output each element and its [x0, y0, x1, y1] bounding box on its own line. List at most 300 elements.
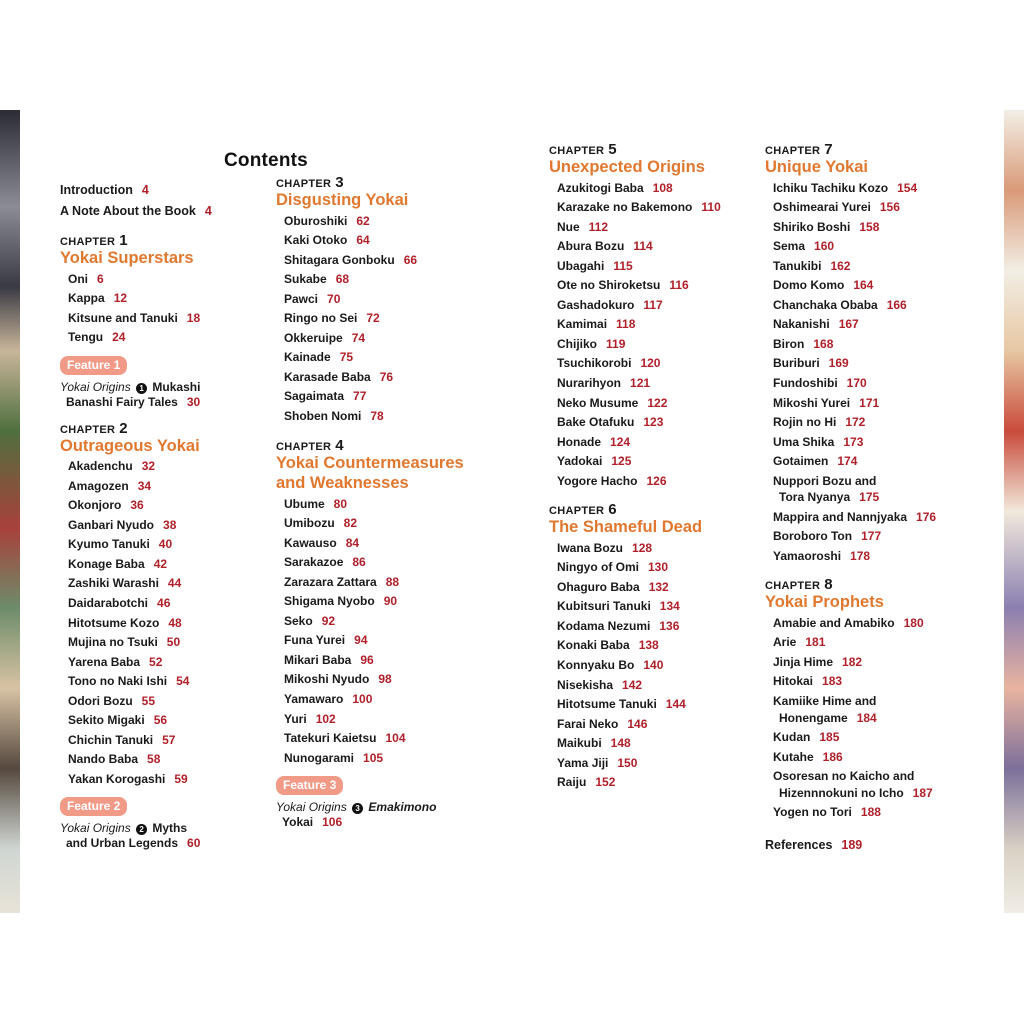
toc-entry[interactable]	[765, 728, 985, 748]
feature-badge: Feature 2	[60, 797, 127, 816]
entry-title: Karasade Baba	[284, 369, 371, 384]
page-number: 82	[343, 516, 358, 531]
page-number: 178	[850, 548, 871, 563]
chapter-title[interactable]: Yokai Superstars	[60, 249, 194, 267]
page-number: 123	[643, 415, 664, 430]
chapter-header	[60, 232, 280, 269]
entry-title: References	[765, 837, 833, 852]
feature-subject: Myths	[152, 821, 188, 836]
chapter-header	[765, 141, 985, 178]
entry-title: Nurarihyon	[557, 375, 622, 390]
page-number: 68	[335, 272, 350, 287]
toc-entry[interactable]	[765, 508, 985, 528]
entry-title: Kodama Nezumi	[557, 618, 651, 633]
feature-title-continued	[60, 395, 280, 410]
toc-entry[interactable]	[549, 773, 769, 793]
feature-title-line2: Banashi Fairy Tales	[66, 394, 178, 409]
page-number: 90	[383, 594, 398, 609]
toc-entry[interactable]	[549, 335, 769, 355]
toc-entry[interactable]	[276, 690, 496, 710]
toc-column-3	[549, 141, 769, 793]
toc-entry[interactable]	[60, 750, 280, 770]
toc-entry[interactable]	[276, 495, 496, 515]
chapter-label	[276, 174, 496, 191]
toc-entry[interactable]	[276, 251, 496, 271]
toc-entry[interactable]	[60, 731, 280, 751]
entry-title: Yamawaro	[284, 691, 344, 706]
toc-entry[interactable]	[549, 472, 769, 492]
entry-title: Mikoshi Nyudo	[284, 672, 370, 687]
toc-entry[interactable]	[765, 803, 985, 823]
entry-title: Tanukibi	[773, 258, 822, 273]
toc-entry[interactable]	[549, 296, 769, 316]
page-number: 48	[168, 615, 182, 630]
page-number: 6	[97, 271, 104, 286]
chapter-word: CHAPTER	[276, 440, 332, 453]
entry-title-continued	[773, 785, 985, 802]
entry-title: Daidarabotchi	[68, 596, 149, 611]
entry-title: Pawci	[284, 291, 319, 306]
entry-title: Seko	[284, 613, 313, 628]
page-number: 170	[846, 375, 867, 390]
toc-entry[interactable]	[549, 433, 769, 453]
toc-entry[interactable]	[765, 335, 985, 355]
entry-title: Kappa	[68, 291, 105, 306]
entry-title: Ote no Shiroketsu	[557, 278, 661, 293]
toc-entry[interactable]	[765, 394, 985, 414]
entry-title: Introduction	[60, 183, 133, 197]
page-number: 88	[385, 574, 400, 589]
page-number: 40	[158, 537, 173, 552]
spacer	[765, 823, 985, 835]
toc-entry[interactable]	[276, 749, 496, 769]
page-number: 120	[640, 356, 661, 371]
chapter-label	[60, 420, 280, 437]
toc-entry[interactable]	[765, 452, 985, 472]
entry-title-line2: Honengame	[779, 710, 848, 725]
toc-entry[interactable]	[276, 290, 496, 310]
entry-title: Funa Yurei	[284, 633, 346, 648]
entry-title: Mikoshi Yurei	[773, 395, 851, 410]
entry-title: Hitotsume Kozo	[68, 615, 160, 630]
page-number: 138	[638, 638, 659, 653]
toc-entry[interactable]	[549, 636, 769, 656]
page-number: 58	[147, 752, 161, 767]
entry-title: Neko Musume	[557, 395, 639, 410]
entry-title: Nando Baba	[68, 752, 139, 767]
entry-title: Nue	[557, 219, 580, 234]
entry-title: Abura Bozu	[557, 239, 625, 254]
toc-entry[interactable]	[549, 617, 769, 637]
toc-entry[interactable]	[765, 198, 985, 218]
page-number: 160	[814, 239, 835, 254]
entry-title: Shoben Nomi	[284, 408, 362, 423]
entry-title-line2: Hizennnokuni no Icho	[779, 785, 904, 800]
page-number: 164	[853, 278, 874, 293]
feature-title-line2: and Urban Legends	[66, 836, 179, 851]
page-number: 110	[701, 200, 721, 215]
entry-title: Kitsune and Tanuki	[68, 310, 178, 325]
toc-entry[interactable]	[549, 597, 769, 617]
entry-title: Chijiko	[557, 336, 598, 351]
entry-title: Biron	[773, 336, 805, 351]
toc-entry[interactable]	[60, 770, 280, 790]
page-number: 124	[610, 434, 631, 449]
entry-title: Mikari Baba	[284, 652, 352, 667]
feature-title-continued	[60, 836, 280, 851]
entry-title: Sagaimata	[284, 389, 345, 404]
toc-column-4	[765, 141, 985, 856]
entry-title: Yuri	[284, 711, 307, 726]
toc-entry[interactable]	[276, 612, 496, 632]
entry-title: Ubume	[284, 496, 325, 511]
toc-entry[interactable]	[549, 754, 769, 774]
toc-entry[interactable]	[60, 535, 280, 555]
toc-entry[interactable]	[276, 651, 496, 671]
entry-title: Yarena Baba	[68, 654, 141, 669]
toc-entry[interactable]	[60, 672, 280, 692]
page-number: 114	[633, 239, 653, 254]
entry-title: Nunogarami	[284, 750, 355, 765]
toc-entry[interactable]	[765, 547, 985, 567]
toc-entry[interactable]	[765, 315, 985, 335]
entry-title: Raiju	[557, 775, 587, 790]
entry-title: Gashadokuro	[557, 297, 635, 312]
toc-entry[interactable]	[276, 348, 496, 368]
page-number: 64	[356, 233, 370, 248]
toc-entry[interactable]	[765, 835, 985, 856]
page-number: 158	[859, 219, 880, 234]
toc-entry[interactable]	[60, 633, 280, 653]
toc-entry[interactable]	[549, 715, 769, 735]
entry-title: Osoresan no Kaicho and	[773, 769, 915, 784]
page-number: 162	[830, 258, 851, 273]
entry-title: Tono no Naki Ishi	[68, 674, 168, 689]
entry-title: Kutahe	[773, 749, 814, 764]
toc-entry[interactable]	[765, 692, 985, 728]
feature-subject: Mukashi	[152, 379, 201, 394]
entry-title: Sarakazoe	[284, 555, 344, 570]
toc-entry[interactable]	[276, 231, 496, 251]
toc-entry[interactable]	[60, 328, 280, 348]
toc-entry[interactable]	[765, 179, 985, 199]
page-number: 57	[162, 732, 176, 747]
entry-title: Uma Shika	[773, 434, 835, 449]
entry-title: Maikubi	[557, 736, 602, 751]
toc-entry[interactable]	[549, 198, 769, 218]
entry-title: Ningyo of Omi	[557, 560, 639, 575]
toc-entry[interactable]	[549, 374, 769, 394]
toc-entry[interactable]	[549, 695, 769, 715]
toc-entry[interactable]	[276, 710, 496, 730]
toc-entry[interactable]	[276, 534, 496, 554]
feature-badge: Feature 1	[60, 356, 127, 375]
feature-title	[60, 821, 280, 836]
toc-entry[interactable]	[765, 767, 985, 803]
feature-block[interactable]	[60, 797, 280, 851]
page-number: 4	[141, 183, 149, 197]
entry-title: Kamiike Hime and	[773, 694, 877, 709]
page-number: 140	[643, 658, 664, 673]
toc-column-1	[60, 180, 280, 851]
toc-entry[interactable]	[276, 592, 496, 612]
toc-entry[interactable]	[549, 179, 769, 199]
page-number: 142	[622, 677, 643, 692]
page-number: 167	[838, 317, 859, 332]
toc-entry[interactable]	[60, 309, 280, 329]
page-number: 46	[157, 596, 171, 611]
page-number: 181	[805, 635, 826, 650]
chapter-number: 4	[335, 436, 344, 454]
page-number: 78	[370, 408, 384, 423]
page-number: 115	[613, 258, 633, 273]
toc-entry[interactable]	[765, 433, 985, 453]
toc-entry[interactable]	[765, 748, 985, 768]
toc-entry[interactable]	[60, 477, 280, 497]
toc-entry[interactable]	[549, 734, 769, 754]
feature-block[interactable]	[276, 776, 496, 830]
page-title: Contents	[224, 150, 308, 171]
page-number: 52	[149, 654, 163, 669]
toc-entry[interactable]	[765, 633, 985, 653]
entry-title: Arie	[773, 635, 797, 650]
toc-entry[interactable]	[60, 201, 280, 222]
page-number: 134	[659, 599, 680, 614]
entry-title: Sema	[773, 239, 806, 254]
page-number: 98	[378, 672, 392, 687]
toc-entry[interactable]	[549, 656, 769, 676]
toc-entry[interactable]	[60, 711, 280, 731]
toc-entry[interactable]	[549, 558, 769, 578]
toc-entry[interactable]	[765, 413, 985, 433]
toc-entry[interactable]	[60, 289, 280, 309]
entry-title: Nakanishi	[773, 317, 830, 332]
entry-title: Kyumo Tanuki	[68, 537, 150, 552]
toc-entry[interactable]	[60, 270, 280, 290]
entry-title: Kawauso	[284, 535, 337, 550]
toc-entry[interactable]	[60, 516, 280, 536]
page-number: 18	[186, 310, 201, 325]
toc-entry[interactable]	[765, 527, 985, 547]
chapter-number: 1	[119, 232, 128, 249]
toc-entry[interactable]	[276, 387, 496, 407]
toc-entry[interactable]	[765, 257, 985, 277]
entry-title: Boroboro Ton	[773, 529, 853, 544]
page-number: 108	[652, 180, 673, 195]
chapter-title[interactable]: Unique Yokai	[765, 158, 868, 176]
entry-title: Akadenchu	[68, 459, 133, 474]
chapter-number: 7	[824, 141, 833, 158]
page-number: 112	[588, 219, 609, 234]
toc-entry[interactable]	[60, 614, 280, 634]
entry-title: Buriburi	[773, 356, 820, 371]
page-number: 84	[345, 535, 360, 550]
chapter-title[interactable]: The Shameful Dead	[549, 518, 703, 537]
page-number: 54	[176, 674, 190, 689]
toc-entry[interactable]	[276, 631, 496, 651]
toc-entry[interactable]	[549, 257, 769, 277]
page-number: 62	[356, 213, 370, 228]
toc-entry[interactable]	[549, 218, 769, 238]
page-number: 186	[822, 749, 843, 764]
chapter-word: CHAPTER	[60, 236, 116, 248]
page-number: 187	[912, 785, 933, 800]
page-number: 38	[163, 517, 177, 532]
toc-entry[interactable]	[765, 218, 985, 238]
toc-entry[interactable]	[60, 457, 280, 477]
entry-title: Iwana Bozu	[557, 540, 624, 555]
toc-entry[interactable]	[765, 614, 985, 634]
page-number: 50	[166, 635, 181, 650]
page-number: 60	[187, 836, 201, 851]
chapter-word: CHAPTER	[276, 178, 332, 190]
entry-title: Oburoshiki	[284, 213, 348, 228]
toc-entry[interactable]	[549, 354, 769, 374]
toc-entry[interactable]	[765, 296, 985, 316]
chapter-word: CHAPTER	[765, 580, 821, 593]
toc-entry[interactable]	[276, 329, 496, 349]
page-number: 182	[842, 654, 863, 669]
page-number: 12	[113, 291, 128, 306]
toc-entry[interactable]	[276, 212, 496, 232]
chapter-label	[549, 141, 769, 158]
entry-title: Hitokai	[773, 674, 814, 689]
feature-title	[60, 380, 280, 395]
page-number: 76	[379, 369, 394, 384]
toc-entry[interactable]	[765, 472, 985, 508]
chapter-title[interactable]: Yokai Countermeasures	[276, 453, 464, 472]
entry-title: Azukitogi Baba	[557, 180, 644, 195]
toc-entry[interactable]	[549, 413, 769, 433]
toc-entry[interactable]	[765, 354, 985, 374]
toc-entry[interactable]	[549, 237, 769, 257]
page-number: 176	[916, 509, 937, 524]
page-number: 172	[845, 415, 866, 430]
feature-block[interactable]	[60, 356, 280, 410]
page-number: 173	[843, 434, 864, 449]
entry-title: Ichiku Tachiku Kozo	[773, 180, 889, 195]
entry-title: Mappira and Nannjyaka	[773, 509, 908, 524]
entry-title: Okonjoro	[68, 498, 122, 513]
toc-entry[interactable]	[276, 368, 496, 388]
page-number: 175	[859, 490, 880, 505]
page-number: 30	[186, 394, 201, 409]
page-number: 105	[363, 750, 384, 765]
toc-entry[interactable]	[549, 539, 769, 559]
toc-entry[interactable]	[60, 496, 280, 516]
toc-entry[interactable]	[765, 276, 985, 296]
chapter-title[interactable]: and Weaknesses	[276, 474, 409, 493]
toc-entry[interactable]	[549, 452, 769, 472]
toc-entry[interactable]	[60, 692, 280, 712]
chapter-header	[276, 437, 496, 494]
page-number: 189	[841, 837, 863, 852]
toc-entry[interactable]	[276, 309, 496, 329]
page-number: 144	[665, 697, 686, 712]
entry-title: Yamaoroshi	[773, 548, 842, 563]
entry-title: Kubitsuri Tanuki	[557, 599, 651, 614]
page-number: 150	[617, 755, 638, 770]
page-number: 102	[315, 711, 336, 726]
chapter-title[interactable]: Disgusting Yokai	[276, 191, 409, 209]
chapter-number: 5	[608, 141, 617, 158]
page-number: 126	[646, 473, 667, 488]
entry-title: Domo Komo	[773, 278, 845, 293]
entry-title: Oshimearai Yurei	[773, 200, 871, 215]
cover-art-left-edge	[0, 110, 20, 913]
toc-entry[interactable]	[60, 594, 280, 614]
page-number: 86	[352, 555, 366, 570]
toc-entry[interactable]	[276, 573, 496, 593]
page-number: 55	[141, 693, 156, 708]
entry-title: Fundoshibi	[773, 375, 838, 390]
entry-title: Amagozen	[68, 478, 129, 493]
toc-entry[interactable]	[765, 672, 985, 692]
chapter-title[interactable]: Outrageous Yokai	[60, 436, 200, 455]
toc-entry[interactable]	[276, 729, 496, 749]
entry-title: Mujina no Tsuki	[68, 635, 158, 650]
entry-title: Sekito Migaki	[68, 713, 145, 728]
chapter-title[interactable]: Yokai Prophets	[765, 593, 884, 612]
toc-entry[interactable]	[276, 670, 496, 690]
page-number: 118	[616, 317, 636, 332]
chapter-title[interactable]: Unexpected Origins	[549, 158, 705, 176]
toc-entry[interactable]	[549, 394, 769, 414]
entry-title: Farai Neko	[557, 716, 619, 731]
page-number: 75	[339, 350, 354, 365]
page-number: 66	[403, 252, 418, 267]
entry-title: Kamimai	[557, 317, 608, 332]
toc-entry[interactable]	[549, 315, 769, 335]
chapter-number: 8	[824, 576, 833, 594]
toc-entry[interactable]	[549, 578, 769, 598]
toc-entry[interactable]	[765, 374, 985, 394]
chapter-number: 6	[608, 501, 617, 519]
feature-subject: Emakimono	[368, 800, 437, 815]
entry-title: Jinja Hime	[773, 654, 834, 669]
toc-entry[interactable]	[60, 574, 280, 594]
page-number: 128	[632, 540, 653, 555]
entry-title: Tengu	[68, 330, 104, 345]
page-number: 154	[897, 180, 918, 195]
entry-title: Odori Bozu	[68, 693, 133, 708]
entry-title: A Note About the Book	[60, 204, 196, 218]
toc-entry[interactable]	[765, 237, 985, 257]
toc-entry[interactable]	[276, 270, 496, 290]
page-number: 24	[112, 330, 126, 345]
toc-entry[interactable]	[549, 676, 769, 696]
feature-series: Yokai Origins	[60, 379, 131, 394]
chapter-number: 2	[119, 419, 128, 437]
number-circle-icon: 3	[352, 803, 363, 814]
toc-entry[interactable]	[276, 553, 496, 573]
feature-title-line2: Yokai	[282, 815, 314, 830]
toc-entry[interactable]	[276, 407, 496, 427]
toc-entry[interactable]	[60, 180, 280, 201]
chapter-word: CHAPTER	[60, 423, 116, 436]
toc-entry[interactable]	[549, 276, 769, 296]
chapter-label	[765, 141, 985, 158]
toc-entry[interactable]	[276, 514, 496, 534]
page-number: 146	[627, 716, 648, 731]
toc-entry[interactable]	[60, 653, 280, 673]
entry-title: Gotaimen	[773, 454, 829, 469]
toc-entry[interactable]	[60, 555, 280, 575]
toc-entry[interactable]	[765, 653, 985, 673]
entry-title: Sukabe	[284, 272, 327, 287]
entry-title: Umibozu	[284, 516, 335, 531]
page-number: 185	[819, 730, 840, 745]
